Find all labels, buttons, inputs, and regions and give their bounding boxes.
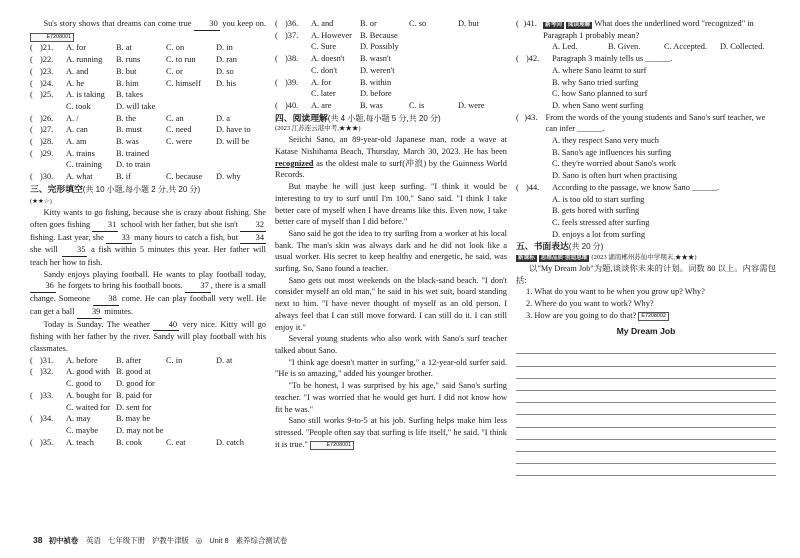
- option: A. what: [66, 172, 93, 182]
- option: C. training: [66, 160, 102, 170]
- question-43: ( )43. From the words of the young students and Sano's surf teacher, we can infer ______. A. they respect Sano very much B. Sano's age influences his surfing C. they're worried about Sano's work D. Sano is often hurt when practising: [516, 112, 776, 182]
- option: C. waited for: [66, 402, 110, 412]
- writing-title: My Dream Job: [616, 325, 676, 336]
- question-number: )39.: [285, 77, 299, 87]
- question-38-options: [311, 65, 507, 77]
- writing-point-3: 3. How are you going to do that? E7208002: [526, 310, 776, 322]
- question-21: ( )21. A. for B. at C. on D. in: [30, 42, 266, 54]
- question-29: ( )29. A. trains B. trained: [30, 148, 266, 160]
- reading-paragraph-1: Seiichi Sano, an 89-year-old Japanese man, rode a wave at Katase Nishihama Beach, Thursday, March 30, 2023. He has been recognized as the oldest male to surf(冲浪) by the Guinness World Records.: [275, 135, 507, 180]
- question-number: )32.: [40, 367, 54, 377]
- option: C. in: [166, 355, 183, 365]
- blank-35: 35: [62, 244, 88, 257]
- question-26: ( )26. A. / B. the C. an D. a: [30, 113, 266, 125]
- option: B. within: [360, 77, 392, 87]
- option: B. runs: [116, 55, 141, 65]
- question-number: )25.: [40, 90, 54, 100]
- question-text: From the words of the young students and Sano's surf teacher, we can infer ______.: [545, 112, 766, 134]
- question-37-options: [311, 41, 507, 53]
- option: B. him: [116, 78, 139, 88]
- option: D. so: [216, 66, 234, 76]
- option: B. trained: [116, 148, 150, 158]
- option: D. a: [216, 113, 230, 123]
- option: A. doesn't: [311, 54, 345, 64]
- question-29-options: [66, 159, 266, 171]
- question-40: ( )40. A. are B. was C. is D. were: [275, 100, 507, 112]
- option: A. am: [66, 137, 87, 147]
- section-4-title: 四、阅读理解(共 4 小题,每小题 5 分,共 20 分): [275, 112, 441, 123]
- option: B. Because: [360, 30, 398, 40]
- option: C. they're worried about Sano's work: [552, 159, 676, 169]
- option: C. himself: [166, 78, 201, 88]
- blank-31: 31: [92, 219, 118, 232]
- question-42: ( )42. Paragraph 3 mainly tells us ______. A. where Sano learnt to surf B. why Sano tried surfing C. how Sano planned to surf D. when Sano went surfing: [516, 53, 776, 112]
- option: A. However: [311, 30, 352, 40]
- question-22: ( )22. A. running B. runs C. to run D. ran: [30, 54, 266, 66]
- option: B. at: [116, 43, 132, 53]
- question-39-options: [311, 88, 507, 100]
- question-41: ( )41. 新考向 阅读理解 What does the underlined word "recognized" in Paragraph 1 probably mean?: [516, 19, 754, 40]
- question-number: )34.: [40, 414, 54, 424]
- option: B. good at: [116, 367, 151, 377]
- question-number: )42.: [526, 54, 540, 64]
- cloze-paragraph-1: Kitty wants to go fishing, because she is crazy about fishing. She often goes fishing 31 school with her father, but she isn't 32 fishing. Last year, she 33 many hours to catch a fish, but 34 she will 35 a fish within 5 minutes this year. Her father will teach her how to fish.: [30, 208, 266, 268]
- difficulty-stars: (★★☆): [30, 197, 52, 205]
- source-note: (2023 江苏连云港中考,★★★): [275, 125, 361, 133]
- questions-21-30: [30, 42, 266, 182]
- question-31: ( )31. A. before B. after C. in D. at: [30, 355, 266, 367]
- option: B. Sano's age influences his surfing: [552, 147, 672, 157]
- option: D. Sano is often hurt when practising: [552, 171, 677, 181]
- passage-end: Su's story shows that dreams can come true 30 you keep on. E7208001: [30, 18, 266, 42]
- question-number: )43.: [524, 112, 538, 122]
- question-24: ( )24. A. he B. him C. himself D. his: [30, 78, 266, 90]
- option: D. but: [458, 19, 479, 28]
- option: A. he: [66, 78, 85, 88]
- option: D. will be: [216, 137, 250, 147]
- option: C. so: [409, 19, 427, 28]
- brand: 初中祯卷: [48, 536, 79, 545]
- option: C. is: [409, 100, 425, 110]
- option: B. paid for: [116, 390, 153, 400]
- question-number: )28.: [40, 137, 54, 147]
- question-number: )38.: [285, 54, 299, 64]
- question-27: ( )27. A. can B. must C. need D. have to: [30, 124, 266, 136]
- question-25-options: [66, 101, 266, 113]
- option: C. took: [66, 101, 91, 111]
- option: B. must: [116, 125, 143, 135]
- option: D. were: [458, 100, 485, 110]
- option: D. Possibly: [360, 42, 399, 52]
- blank-38: 38: [93, 293, 119, 306]
- option: C. Sure: [311, 42, 337, 52]
- questions-36-40: [275, 18, 507, 112]
- writing-point-1: 1. What do you want to be when you grow up? Why?: [526, 287, 705, 297]
- option: A. good with: [66, 367, 110, 377]
- question-number: )21.: [40, 43, 54, 53]
- option: A. for: [66, 43, 87, 53]
- option: C. on: [166, 43, 185, 53]
- option: A. and: [66, 66, 89, 76]
- page-number: 38: [33, 535, 43, 545]
- question-number: )36.: [285, 19, 299, 28]
- option: C. later: [311, 89, 336, 99]
- option: A. for: [311, 77, 332, 87]
- writing-lines[interactable]: [516, 342, 776, 476]
- option: D. weren't: [360, 65, 395, 75]
- option: A. before: [66, 355, 98, 365]
- option: D. when Sano went surfing: [552, 100, 644, 110]
- option: B. may be: [116, 414, 151, 424]
- option: B. was: [116, 137, 139, 147]
- option: C. an: [166, 113, 184, 123]
- cloze-paragraph-3: Today is Sunday. The weather 40 very nice. Kitty will go fishing with her father by the river. Sandy will play football with his classmates.: [30, 319, 266, 353]
- question-32-options: [66, 378, 266, 390]
- section-3-title: 三、完形填空(共 10 小题,每小题 2 分,共 20 分): [30, 183, 201, 194]
- blank-36: 36: [30, 280, 56, 293]
- question-number: )30.: [40, 172, 54, 182]
- option: C. good to: [66, 379, 102, 389]
- question-44: ( )44. According to the passage, we know Sano ______. A. is too old to start surfing B. gets bored with surfing C. feels stressed after surfing D. enjoys a lot from surfing: [516, 182, 776, 241]
- option: D. his: [216, 78, 237, 88]
- question-38: ( )38. A. doesn't B. wasn't: [275, 53, 507, 65]
- column-middle: [275, 18, 507, 450]
- question-23: ( )23. A. and B. but C. or D. so: [30, 66, 266, 78]
- question-36: ( )36. A. and B. or C. so D. but: [275, 18, 507, 30]
- option: D. before: [360, 89, 392, 99]
- option: A. running: [66, 55, 103, 65]
- option: B. takes: [116, 90, 143, 100]
- question-number: )24.: [40, 78, 54, 88]
- option: C. need: [166, 125, 192, 135]
- blank-33: 33: [106, 232, 132, 245]
- option: A. bought for: [66, 390, 112, 400]
- option: D. catch: [216, 437, 244, 447]
- question-33-options: [66, 402, 266, 414]
- question-number: )33.: [40, 390, 54, 400]
- blank-37: 37: [185, 280, 211, 293]
- option: C. don't: [311, 65, 338, 75]
- option: D. may not be: [116, 425, 164, 435]
- reading-paragraph-8: Sano still works 9-to-5 at his job. Surfing helps make him less stressed. "People often say that surfing is life itself," he said. "I think it is true." E7208001: [275, 416, 507, 449]
- option: D. sent for: [116, 402, 152, 412]
- column-left: [30, 18, 266, 448]
- option: D. good for: [116, 379, 155, 389]
- option: B. why Sano tried surfing: [552, 77, 639, 87]
- question-number: )31.: [40, 355, 54, 365]
- reading-paragraph-6: "I think age doesn't matter in surfing," a 12-year-old surfer said. "He is so amazing," added his younger brother.: [275, 357, 507, 379]
- question-32: ( )32. A. good with B. good at: [30, 366, 266, 378]
- question-number: )22.: [40, 55, 54, 65]
- option: C. feels stressed after surfing: [552, 217, 650, 227]
- blank-34: 34: [240, 232, 266, 245]
- option: A. where Sano learnt to surf: [552, 65, 647, 75]
- cloze-paragraph-2: Sandy enjoys playing football. He wants to play football today, 36 he forgets to bring his football boots. 37 , there is a small change. Someone 38 come. He can play football very well. He can get a ball 39 minutes.: [30, 269, 266, 319]
- underlined-word: recognized: [275, 158, 314, 168]
- option: B. wasn't: [360, 54, 391, 64]
- option: B. cook: [116, 437, 143, 447]
- question-34: ( )34. A. may B. may be: [30, 413, 266, 425]
- reading-paragraph-3: Sano said he got the idea to try surfing from a worker at his local bank. The man's skin was always dark and he did not look like a usual worker. His secret to keep healthy and energetic, he said, was surfing. So, Sano found a teacher.: [275, 228, 507, 274]
- blank-39: 39: [77, 306, 103, 319]
- question-number: )26.: [40, 113, 54, 123]
- question-39: ( )39. A. for B. within: [275, 77, 507, 89]
- option: B. gets bored with surfing: [552, 206, 640, 216]
- option: B. after: [116, 355, 142, 365]
- option: D. enjoys a lot from surfing: [552, 229, 646, 239]
- question-25: ( )25. A. is taking B. takes: [30, 89, 266, 101]
- option: C. were: [166, 137, 193, 147]
- question-number: )35.: [40, 437, 54, 447]
- option: A. teach: [66, 437, 94, 447]
- option: A. may: [66, 414, 91, 424]
- resource-code: E7208002: [638, 312, 669, 321]
- writing-source: 新课标 思维品质·创造思维 (2023 湖南郴州苏仙中学期末,★★★): [518, 254, 697, 262]
- question-number: )40.: [285, 100, 299, 110]
- option: C. how Sano planned to surf: [552, 89, 648, 99]
- reading-paragraph-7: "To be honest, I was surprised by his age," said Sano's surfing teacher. "I was worried that he would get hurt. I did not know how fit he was.": [275, 381, 507, 414]
- option: D. ran: [216, 55, 237, 65]
- resource-code: E7208001: [30, 33, 74, 42]
- option: B. or: [360, 19, 377, 28]
- option: B. the: [116, 113, 137, 123]
- question-34-options: [66, 425, 266, 437]
- question-28: ( )28. A. am B. was C. were D. will be: [30, 136, 266, 148]
- resource-code: E7208001: [310, 441, 354, 450]
- option: D. why: [216, 172, 241, 182]
- option: A. is taking: [66, 90, 105, 100]
- q41-options: A. Led. B. Given. C. Accepted. D. Collected.: [552, 42, 765, 52]
- reading-paragraph-2: But maybe he will just keep surfing. "I think it would be interesting to try to surf until I'm 100," Sano said. "I think I take better care of myself when I have dreams like this. Even now, I take better care of myself than I did before.": [275, 182, 507, 227]
- question-number: )37.: [285, 30, 299, 40]
- option: D. to train: [116, 160, 151, 170]
- section-5-title: 五、书面表达(共 20 分): [516, 241, 604, 252]
- option: C. because: [166, 172, 203, 182]
- option: D. at: [216, 355, 233, 365]
- option: A. can: [66, 125, 88, 135]
- option: D. have to: [216, 125, 251, 135]
- question-number: )27.: [40, 125, 54, 135]
- question-33: ( )33. A. bought for B. paid for: [30, 390, 266, 402]
- option: D. will take: [116, 101, 156, 111]
- question-text: According to the passage, we know Sano ______.: [552, 182, 720, 192]
- blank-32: 32: [240, 219, 266, 232]
- option: B. but: [116, 66, 137, 76]
- option: A. /: [66, 113, 79, 123]
- question-35: ( )35. A. teach B. cook C. eat D. catch: [30, 437, 266, 449]
- option: C. or: [166, 66, 183, 76]
- question-number: )29.: [40, 148, 54, 158]
- reading-paragraph-5: Several young students who also work with Sano's surf teacher talked about Sano.: [275, 334, 507, 355]
- question-number: )44.: [526, 182, 540, 192]
- option: A. is too old to start surfing: [552, 194, 645, 204]
- blank-40: 40: [153, 319, 179, 332]
- option: A. trains: [66, 148, 95, 158]
- option: D. in: [216, 43, 233, 53]
- question-37: ( )37. A. However B. Because: [275, 30, 507, 42]
- writing-point-2: 2. Where do you want to work? Why?: [526, 299, 654, 309]
- option: C. to run: [166, 55, 196, 65]
- question-text: Paragraph 3 mainly tells us ______.: [552, 54, 673, 64]
- option: B. if: [116, 172, 131, 182]
- blank-30: 30: [194, 18, 220, 31]
- option: C. maybe: [66, 425, 99, 435]
- reading-paragraph-4: Sano gets out most weekends on the black-sand beach. "I don't consider myself an old man," he said in his wet suit, board standing next to him. "I have never thought of myself as an old person. I always feel that I can still move forward. I can still do it. I can still enjoy it.": [275, 275, 507, 332]
- option: C. eat: [166, 437, 186, 447]
- option: A. and: [311, 19, 334, 28]
- option: B. was: [360, 100, 383, 110]
- option: A. are: [311, 100, 332, 110]
- writing-task: 以"My Dream Job"为题,谈谈你未来的计划。词数 80 以上。内容需包括:: [516, 264, 776, 285]
- question-30: ( )30. A. what B. if C. because D. why: [30, 171, 266, 183]
- column-right: [516, 18, 776, 476]
- questions-31-35: [30, 355, 266, 449]
- option: A. they respect Sano very much: [552, 136, 659, 146]
- question-number: )23.: [40, 66, 54, 76]
- page-footer: 38 初中祯卷 英语 七年级下册 沪教牛津版 ◎ Unit 8 素养综合测试卷: [33, 535, 288, 545]
